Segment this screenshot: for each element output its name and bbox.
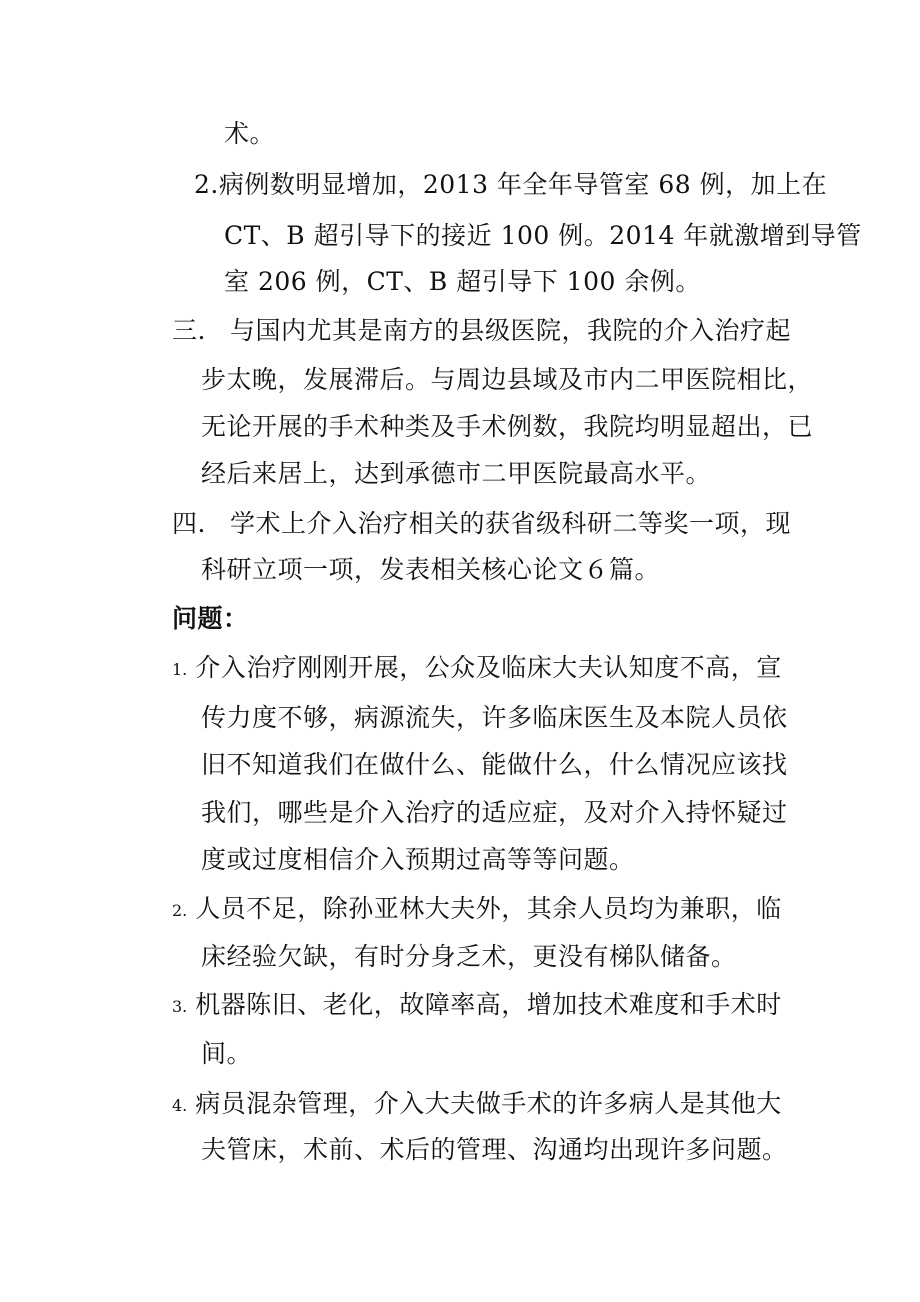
problem-1-line-4: 我们，哪些是介入治疗的适应症，及对介入持怀疑过	[201, 798, 788, 827]
list-marker: 3.	[172, 996, 188, 1016]
achievement-2-line-1	[194, 168, 827, 202]
problem-2-text-1: 人员不足，除孙亚林大夫外，其余人员均为兼职，临	[195, 894, 782, 923]
list-marker: 4.	[172, 1095, 188, 1115]
list-marker: 1.	[172, 659, 188, 679]
problem-1-line-1	[172, 651, 782, 687]
achievement-3-line-1	[172, 314, 791, 348]
problem-1-line-5: 度或过度相信介入预期过高等等问题。	[201, 845, 635, 874]
problem-1-line-2: 传力度不够，病源流失，许多临床医生及本院人员依	[201, 703, 788, 732]
list-marker: 四.	[172, 509, 206, 538]
problem-1-line-3: 旧不知道我们在做什么、能做什么，什么情况应该找	[201, 750, 788, 779]
problem-3-line-1	[172, 988, 782, 1024]
problem-2-line-2: 床经验欠缺，有时分身乏术，更没有梯队储备。	[201, 942, 737, 971]
list-marker: 2.	[172, 900, 188, 920]
achievement-2-line-3: 室 206 例，CT、B 超引导下 100 余例。	[224, 267, 701, 296]
list-marker: 2.	[194, 170, 219, 199]
achievement-3-line-2: 步太晚，发展滞后。与周边县域及市内二甲医院相比，	[201, 365, 814, 394]
achievement-3-line-3: 无论开展的手术种类及手术例数，我院均明显超出，已	[201, 412, 814, 441]
achievement-3-text-1: 与国内尤其是南方的县级医院，我院的介入治疗起	[229, 316, 791, 345]
problem-4-line-2: 夫管床，术前、术后的管理、沟通均出现许多问题。	[201, 1135, 788, 1164]
problem-3-text-1: 机器陈旧、老化，故障率高，增加技术难度和手术时	[195, 990, 782, 1019]
achievement-4-text-1: 学术上介入治疗相关的获省级科研二等奖一项，现	[229, 509, 791, 538]
problem-1-text-1: 介入治疗刚刚开展，公众及临床大夫认知度不高，宣	[195, 653, 782, 682]
problem-3-line-2: 间。	[201, 1039, 253, 1068]
list-marker: 三.	[172, 316, 206, 345]
problems-heading: 问题：	[172, 604, 249, 633]
problem-4-text-1: 病员混杂管理，介入大夫做手术的许多病人是其他大	[195, 1089, 782, 1118]
achievement-2-line-2: CT、B 超引导下的接近 100 例。2014 年就激增到导管	[224, 221, 862, 250]
achievement-4-line-1	[172, 507, 791, 541]
achievement-3-line-4: 经后来居上，达到承德市二甲医院最高水平。	[201, 459, 712, 488]
intro-line: 术。	[224, 119, 276, 148]
achievement-2-text-1: 病例数明显增加，2013 年全年导管室 68 例，加上在	[218, 170, 828, 199]
problem-4-line-1	[172, 1087, 782, 1123]
problem-2-line-1	[172, 892, 782, 928]
achievement-4-line-2: 科研立项一项，发表相关核心论文６篇。	[201, 555, 661, 584]
